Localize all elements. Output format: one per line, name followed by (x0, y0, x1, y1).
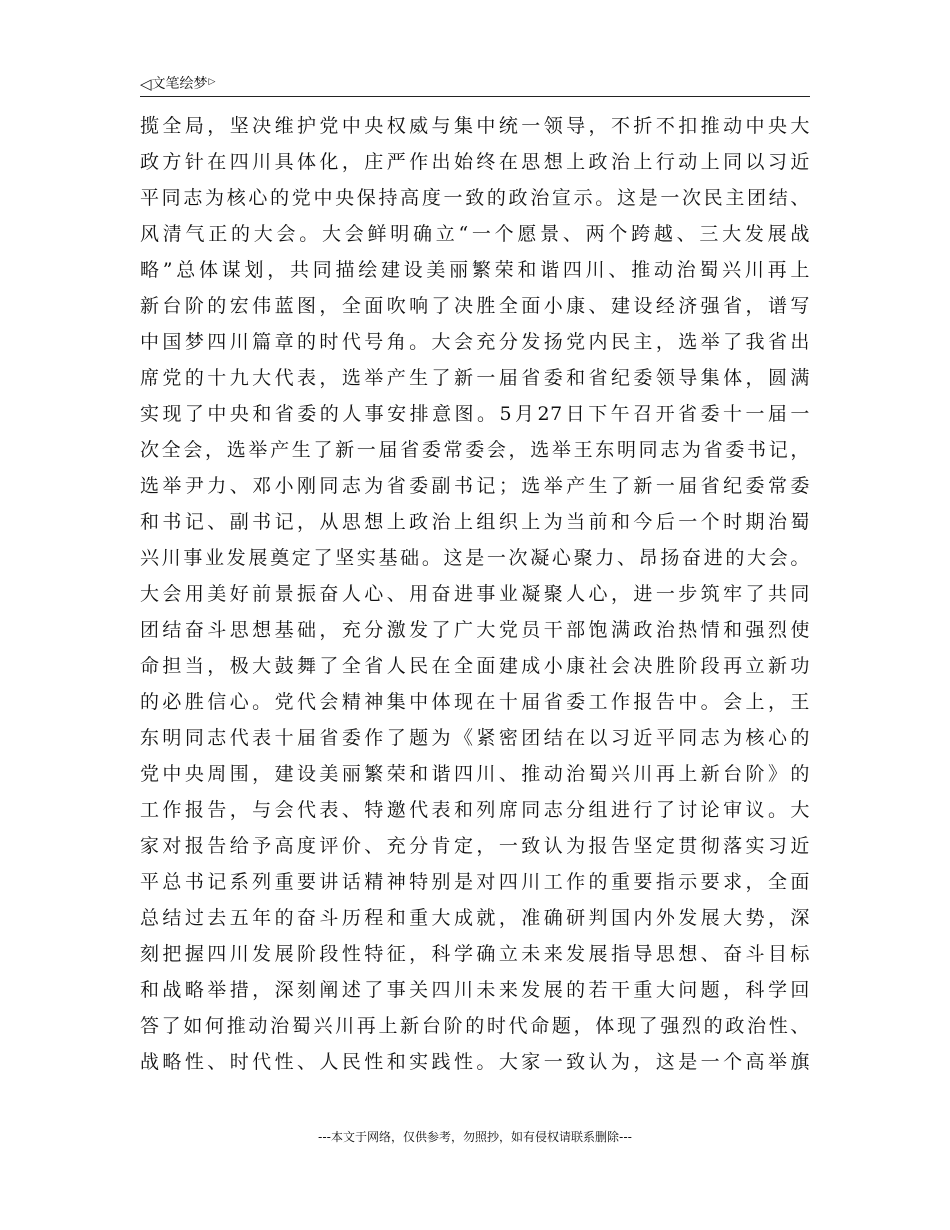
body-line: 实现了中央和省委的人事安排意图。5月27日下午召开省委十一届一 (140, 403, 810, 425)
body-line: 命担当，极大鼓舞了全省人民在全面建成小康社会决胜阶段再立新功 (140, 655, 810, 677)
body-line: 风清气正的大会。大会鲜明确立“一个愿景、两个跨越、三大发展战 (140, 223, 810, 245)
body-line: 平总书记系列重要讲话精神特别是对四川工作的重要指示要求，全面 (140, 871, 810, 893)
body-line: 席党的十九大代表，选举产生了新一届省委和省纪委领导集体，圆满 (140, 367, 810, 389)
page-header (140, 72, 810, 97)
body-line: 兴川事业发展奠定了坚实基础。这是一次凝心聚力、昂扬奋进的大会。 (140, 547, 810, 569)
body-line: 总结过去五年的奋斗历程和重大成就，准确研判国内外发展大势，深 (140, 907, 810, 929)
body-line: 刻把握四川发展阶段性特征，科学确立未来发展指导思想、奋斗目标 (140, 943, 810, 965)
document-body (140, 108, 810, 1080)
body-line: 党中央周围，建设美丽繁荣和谐四川、推动治蜀兴川再上新台阶》的 (140, 763, 810, 785)
body-line: 团结奋斗思想基础，充分激发了广大党员干部饱满政治热情和强烈使 (140, 619, 810, 641)
body-line: 略”总体谋划，共同描绘建设美丽繁荣和谐四川、推动治蜀兴川再上 (140, 259, 810, 281)
triangle-left-icon: ◁ (140, 75, 152, 93)
body-line: 和战略举措，深刻阐述了事关四川未来发展的若干重大问题，科学回 (140, 979, 810, 1001)
footer-disclaimer: ---本文于网络，仅供参考，勿照抄，如有侵权请联系删除--- (318, 1130, 632, 1144)
body-line: 选举尹力、邓小刚同志为省委副书记；选举产生了新一届省纪委常委 (140, 475, 810, 497)
header-brand-text: 文笔绘梦 (151, 76, 208, 92)
body-line: 东明同志代表十届省委作了题为《紧密团结在以习近平同志为核心的 (140, 727, 810, 749)
body-line: 中国梦四川篇章的时代号角。大会充分发扬党内民主，选举了我省出 (140, 331, 810, 353)
body-line: 次全会，选举产生了新一届省委常委会，选举王东明同志为省委书记， (140, 439, 810, 461)
header-brand-mark (140, 72, 215, 94)
body-line: 政方针在四川具体化，庄严作出始终在思想上政治上行动上同以习近 (140, 151, 810, 173)
body-line: 的必胜信心。党代会精神集中体现在十届省委工作报告中。会上，王 (140, 691, 810, 713)
body-line: 战略性、时代性、人民性和实践性。大家一致认为，这是一个高举旗 (140, 1051, 810, 1073)
body-line: 答了如何推动治蜀兴川再上新台阶的时代命题，体现了强烈的政治性、 (140, 1015, 810, 1037)
body-line: 工作报告，与会代表、特邀代表和列席同志分组进行了讨论审议。大 (140, 799, 810, 821)
triangle-right-icon: ▷ (208, 77, 216, 87)
body-line: 平同志为核心的党中央保持高度一致的政治宣示。这是一次民主团结、 (140, 187, 810, 209)
body-line: 大会用美好前景振奋人心、用奋进事业凝聚人心，进一步筑牢了共同 (140, 583, 810, 605)
body-line: 和书记、副书记，从思想上政治上组织上为当前和今后一个时期治蜀 (140, 511, 810, 533)
body-line: 家对报告给予高度评价、充分肯定，一致认为报告坚定贯彻落实习近 (140, 835, 810, 857)
body-line: 揽全局，坚决维护党中央权威与集中统一领导，不折不扣推动中央大 (140, 115, 810, 137)
body-line: 新台阶的宏伟蓝图，全面吹响了决胜全面小康、建设经济强省，谱写 (140, 295, 810, 317)
